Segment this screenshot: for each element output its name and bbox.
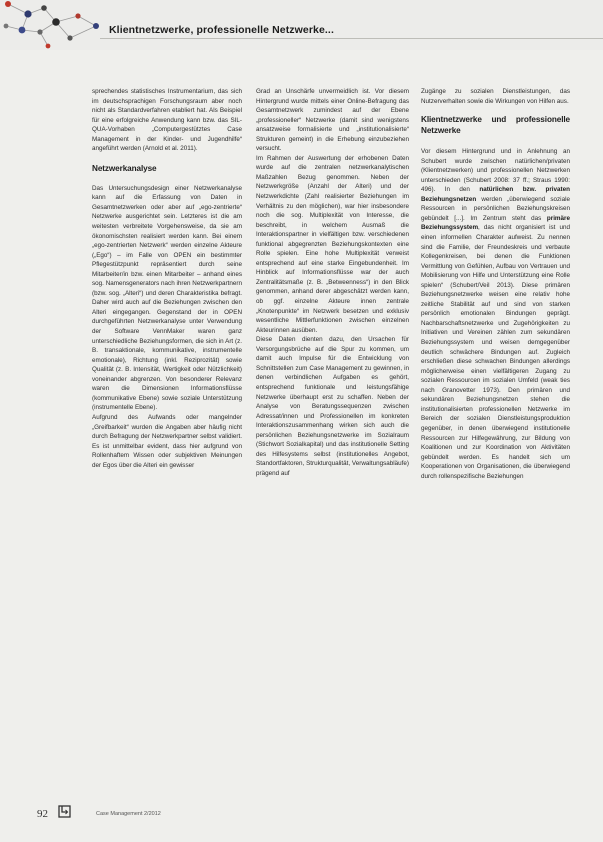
section-heading-klientnetzwerke: Klientnetzwerke und professionelle Netzwerke (421, 115, 570, 136)
section-heading-netzwerkanalyse: Netzwerkanalyse (92, 163, 157, 173)
text-column-3 (421, 87, 570, 481)
network-graphic-icon (0, 0, 110, 50)
paragraph: sprechendes statistisches Instrumentarium, das sich im deutschsprachigen Forschungsraum aber noch nicht als Standardverfahren etabliert hat. Als Beispiel für eine erfolgreiche Anwendung kann bzw. das SIL-QUA-Vorhaben „Computergestütztes Case Management in der Kinder- und Jugendhilfe“ angeführt werden (Arnold et al. 2011). (92, 88, 242, 153)
bold-term: primäre Beziehungssystem (421, 214, 570, 232)
journal-name: Case Management 2/2012 (96, 811, 161, 817)
text-column-2 (256, 87, 409, 478)
paragraph: Grad an Unschärfe unvermeidlich ist. Vor diesem Hintergrund wurde mittels einer Online-Befragung das Gesamtnetzwerk zumindest auf der Ebene „professioneller“ Netzwerke (damit sind wenigstens ansatzweise formalisierte und „institutionalisierte“ Strukturen gemeint) in die Erhebung einzubeziehen versucht. (256, 88, 409, 153)
paragraph (421, 147, 570, 481)
text-column-1 (92, 87, 242, 470)
text-run: Vor diesem Hintergrund und in Anlehnung an Schubert wurde zwischen natürlichen/privaten (Klientnetzwerken) und professionellen Netzwerken unterschieden (Schubert 2008: 37 ff.; Straus 1990: 496). In den (421, 148, 570, 194)
running-head-title: Klientnetzwerke, professionelle Netzwerke... (109, 24, 334, 36)
paragraph: Im Rahmen der Auswertung der erhobenen Daten wurde auf die zentralen netzwerkanalytischen Maßzahlen Bezug genommen. Neben der Netzwerkgröße (Anzahl der Alteri) und der Netzwerkdichte (Zahl realisierter Beziehungen im Verhältnis zu den möglichen), war hier insbesondere noch die sog. Multiplexität von Interesse, die beschreibt, in welchem Ausmaß die Interaktionspartner in vielfältigen bzw. verschiedenen funktional abgegrenzten Beziehungskontexten eine Rolle spielen. Eine hohe Multiplexität verweist entsprechend auf eine starke Eingebundenheit. Im Hinblick auf Informationsflüsse war der auch Zentralitätsmaße (z. B. „Betweenness“) in den Blick genommen, anhand derer abgeschätzt werden kann, ob ggf. einzelne Akteure innen zentrale „Knotenpunkte“ im Netzwerk besetzen und exklusiv wesentliche Mittlerfunktionen zwischen einzelnen Akteurinnen ausüben. (256, 154, 409, 334)
paragraph: Aufgrund des Aufwands oder mangelnder „Greifbarkeit“ wurden die Angaben aber häufig nicht durch Befragung der Netzwerkpartner selbst validiert. Es ist unmittelbar evident, dass hier aufgrund von Rollenhaftem Wissen oder subjektiven Meinungen der Egos über die Alteri ein gewisser (92, 413, 242, 469)
paragraph: Zugänge zu sozialen Dienstleistungen, das Nutzerverhalten sowie die Wirkungen von Hilfen aus. (421, 88, 570, 105)
header-divider (100, 38, 603, 39)
paragraph: Das Untersuchungsdesign einer Netzwerkanalyse kann auf die Erfassung von Daten in Gesamtnetzwerken oder aber auf „ego-zentrierte“ Netzwerke ausgerichtet sein. Letzteres ist die am weitesten verbreitete Vorgehensweise, da sie am ökonomischsten realisiert werden kann. Bei einem „ego-zentrierten Netzwerk“ werden einzelne Akteure („Ego“) – im Falle von OPEN ein bestimmter Pflegestützpunkt repräsentiert durch seine Mitarbeiter/in bzw. einen Mitarbeiter – anhand eines sog. Namensgenerators nach ihren Netzwerkpartnern (bzw. sog. „Alteri“) und deren Charakteristika befragt. Daher wird auch auf die Beziehungen zwischen den Alteri eingegangen. Gegenstand der in OPEN durchgeführten Netzwerkanalyse unter Verwendung der Software VennMaker waren ganz unterschiedliche Beziehungsformen, die sich in Art (z. B. transaktionale, kommunikative, instrumentelle emotionale), Richtung (inkl. Reziprozität) sowie Qualität (z. B. Intensität, Wertigkeit oder Nützlichkeit) voneinander abgrenzen. Von besonderer Relevanz waren die Dimensionen Informationsflüsse (kommunikative Ebene) sowie soziale Unterstützung (instrumentelle Ebene). (92, 184, 242, 412)
paragraph: Diese Daten dienten dazu, den Ursachen für Versorgungsbrüche auf die Spur zu kommen, um damit auch Impulse für die Entwicklung von Schnittstellen zum Case Management zu gewinnen, in denen verbindlichen Aufgaben es gehört, entsprechend funktionale und leistungsfähige Netzwerke überhaupt erst zu schaffen. Neben der Analyse von Beratungssequenzen zwischen Adressat/innen und Professionellen im konkreten Interaktionszusammenhang wirken sich auch die persönlichen Beziehungsnetzwerke im Sozialraum (Stichwort Sozialkapital) und das institutionelle Setting des Hilfesystems selbst (institutionelles Angebot, Standortfaktoren, Strukturqualität, Verwaltungsabläufe) prägend auf (256, 336, 409, 477)
text-run: werden „überwiegend soziale Ressourcen in persönlichen Beziehungskreisen gebündelt [...]. Im Zentrum steht das (421, 195, 570, 222)
bold-term: natürlichen bzw. privaten Beziehungsnetzen (421, 186, 571, 203)
page-header (0, 0, 603, 50)
page-number: 92 (37, 808, 48, 820)
text-run: , das nicht organisiert ist und einen informellen Charakter aufweist. Zu nennen sind die Familie, der Freundeskreis und verbaute Kollegenkreisen, bei denen die Funktionen Vermittlung von Gefühlen, Aufbau von Vertrauen und Mobilisierung von Hilfe und Unterstützung eine Rolle spielen“ (Schubert/Veil 2013). Diese primären Beziehungsnetzwerke weisen eine relativ hohe zeitliche Stabilität auf und sind von starken persönlich emotionalen Bindungen geprägt. Nachbarschaftsnetzwerke und Zugehörigkeiten zu Initiativen und Vereinen zählen zum sekundären Beziehungssystem und weisen demgegenüber deutlich schwächere Bindungen auf. Zugleich erschließen diese schwachen Bindungen allerdings möglicherweise einen vielfältigeren Zugang zu sozialen Ressourcen im sozialen Umfeld (weak ties nach Granovetter 1973). Den primären und sekundären Beziehungsnetzen stehen die institutionalisierten professionellen Netzwerke im Bereich der sozialen Dienstleistungsproduktion gegenüber, in denen überwiegend institutionelle Ressourcen zur Hilfegewährung, zur Bildung von Koalitionen und zur Koordination von Aktivitäten gebündelt werden. Es handelt sich um Kooperationen von Organisationen, die überwiegend durch rollenspezifische Beziehungen (421, 224, 570, 480)
journal-logo-icon (58, 805, 71, 818)
